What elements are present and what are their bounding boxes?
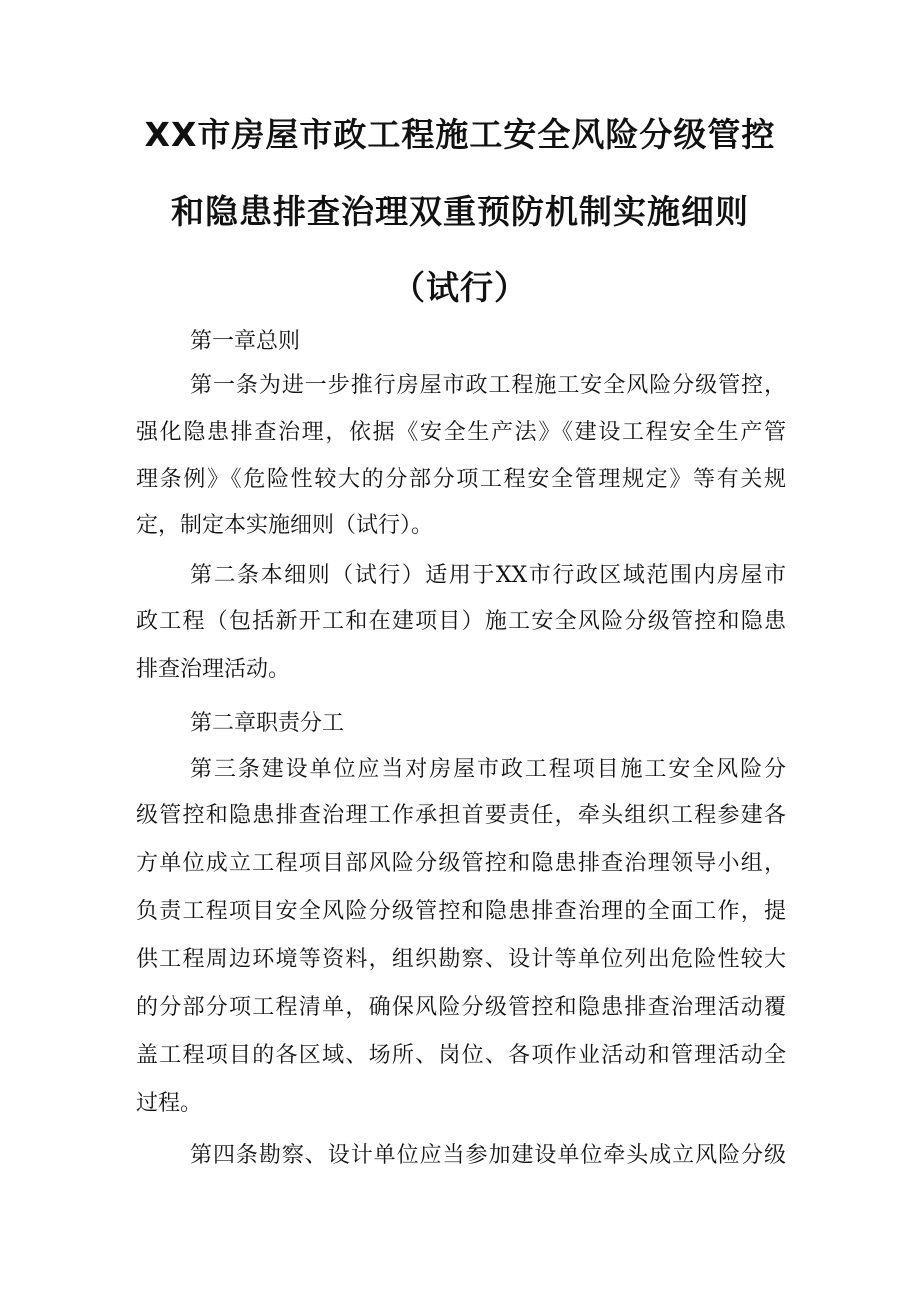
paragraph-line: 供工程周边环境等资料，组织勘察、设计等单位列出危险性较大 — [136, 947, 786, 972]
paragraph-line: 负责工程项目安全风险分级管控和隐患排查治理的全面工作，提 — [136, 899, 786, 924]
document-title-line-3: （试行） — [392, 268, 528, 307]
paragraph-line: 第一条为进一步推行房屋市政工程施工安全风险分级管控， — [190, 373, 786, 398]
paragraph-line: 强化隐患排查治理，依据《安全生产法》《建设工程安全生产管 — [136, 420, 786, 445]
paragraph-line: 理条例》《危险性较大的分部分项工程安全管理规定》等有关规 — [136, 467, 786, 492]
paragraph-line: 方单位成立工程项目部风险分级管控和隐患排查治理领导小组， — [136, 851, 786, 876]
document-title-line-1: XX市房屋市政工程施工安全风险分级管控 — [144, 115, 776, 154]
chapter-heading-duties: 第二章职责分工 — [190, 711, 345, 736]
paragraph-line: 定，制定本实施细则（试行）。 — [136, 513, 434, 538]
paragraph-line: 排查治理活动。 — [136, 657, 291, 682]
paragraph-line: 第四条勘察、设计单位应当参加建设单位牵头成立风险分级 — [190, 1143, 786, 1168]
paragraph-line: 第二条本细则（试行）适用于XX市行政区域范围内房屋市 — [190, 563, 786, 588]
paragraph-line: 盖工程项目的各区域、场所、岗位、各项作业活动和管理活动全 — [136, 1043, 786, 1068]
paragraph-line: 政工程（包括新开工和在建项目）施工安全风险分级管控和隐患 — [136, 609, 786, 634]
paragraph-line: 级管控和隐患排查治理工作承担首要责任，牵头组织工程参建各 — [136, 803, 786, 828]
document-title-line-2: 和隐患排查治理双重预防机制实施细则 — [171, 192, 749, 231]
paragraph-line: 过程。 — [136, 1091, 203, 1116]
paragraph-line: 第三条建设单位应当对房屋市政工程项目施工安全风险分 — [190, 757, 786, 782]
paragraph-line: 的分部分项工程清单，确保风险分级管控和隐患排查治理活动覆 — [136, 995, 786, 1020]
chapter-heading-general: 第一章总则 — [190, 329, 301, 354]
